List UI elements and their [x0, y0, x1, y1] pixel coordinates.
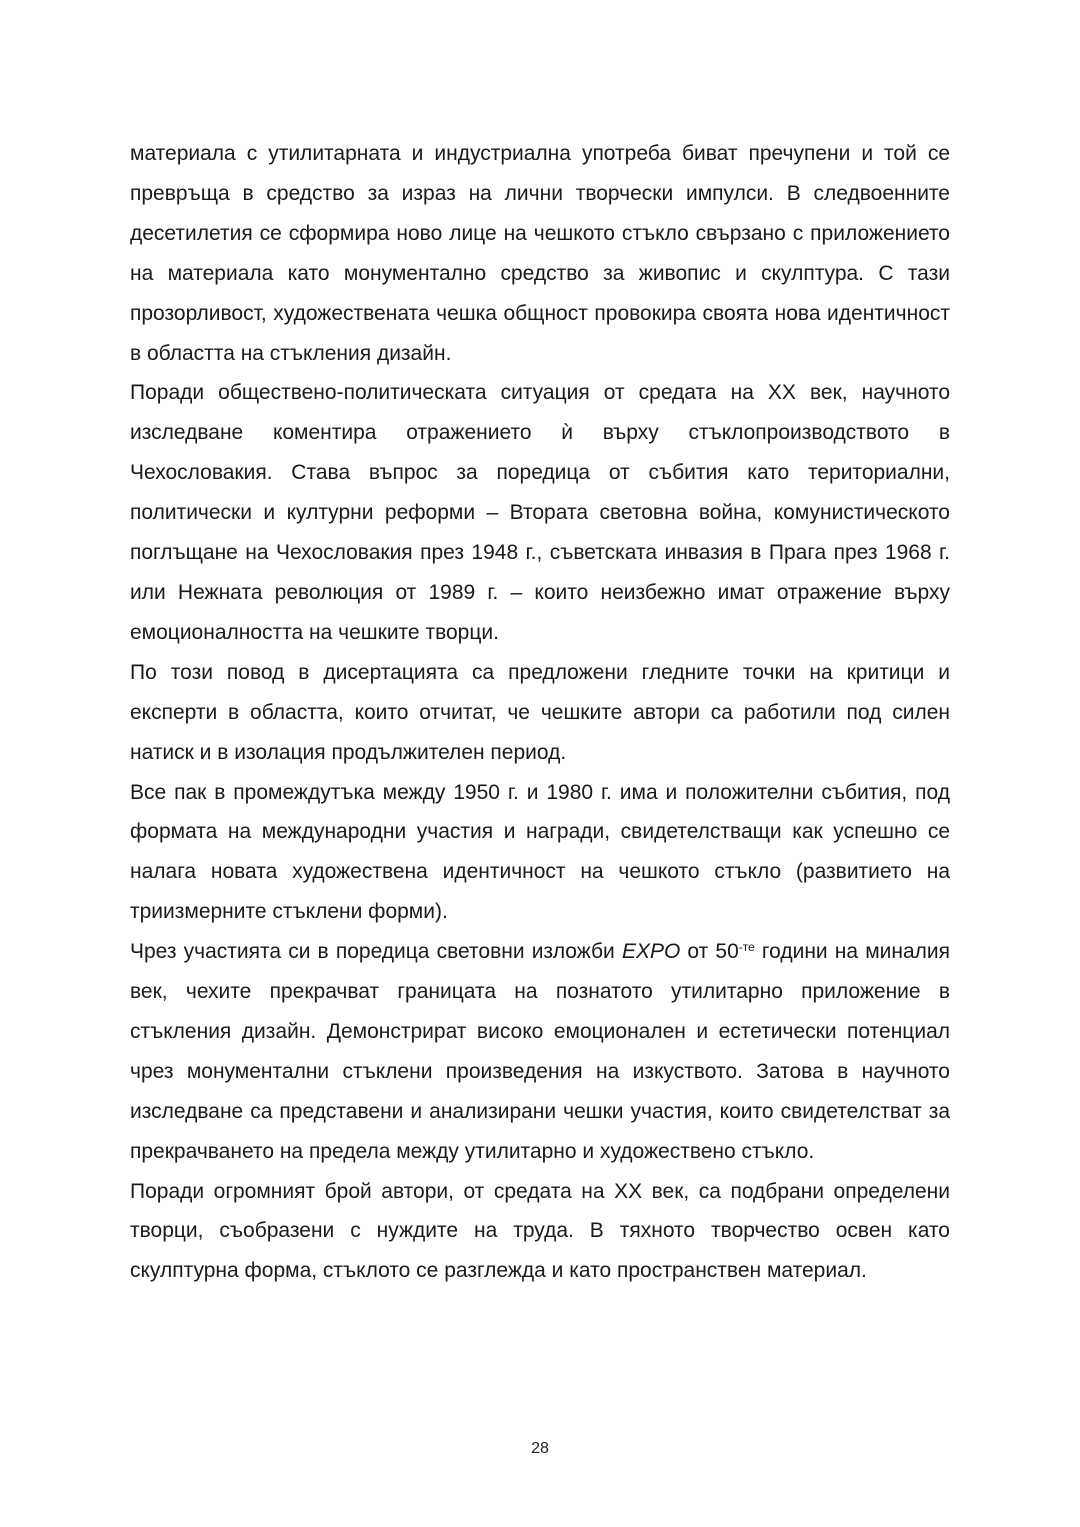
- superscript: -те: [738, 940, 755, 955]
- paragraph: По този повод в дисертацията са предложени гледните точки на критици и експерти в областта, които отчитат, че чешките автори са работили под силен натиск и в изолация продължителен период.: [130, 660, 950, 764]
- paragraph-expo: [130, 932, 950, 1171]
- body-text: [130, 134, 950, 1291]
- paragraph: Все пак в промеждутъка между 1950 г. и 1980 г. има и положителни събития, под формата на международни участия и награди, свидетелстващи как успешно се налага новата художествена идентичност на чешкото стъкло (развитието на триизмерните стъклени форми).: [130, 780, 950, 924]
- paragraph-text: Чрез участията си в поредица световни изложби: [130, 940, 622, 964]
- page-number: 28: [531, 1440, 549, 1457]
- paragraph-text: от 50: [680, 940, 739, 964]
- paragraph: Поради огромният брой автори, от средата на XX век, са подбрани определени творци, съобразени с нуждите на труда. В тяхното творчество освен като скулптурна форма, стъклото се разглежда и като пространствен материал.: [130, 1179, 950, 1283]
- paragraph: Поради обществено-политическата ситуация от средата на XX век, научното изследване коментира отражението ѝ върху стъклопроизводството в Чехословакия. Става въпрос за поредица от събития като териториални, политически и културни реформи – Втората световна война, комунистическото поглъщане на Чехословакия през 1948 г., съветската инвазия в Прага през 1968 г. или Нежната революция от 1989 г. – които неизбежно имат отражение върху емоционалността на чешките творци.: [130, 381, 950, 644]
- emphasis-expo: EXPO: [621, 940, 681, 964]
- paragraph-text: години на миналия век, чехите прекрачват границата на познатото утилитарно приложение в стъкления дизайн. Демонстрират високо емоционален и естетически потенциал чрез монументални стъклени произведения на изкуството. Затова в научното изследване са представени и анализирани чешки участия, които свидетелстват за прекрачването на предела между утилитарно и художествено стъкло.: [130, 940, 950, 1163]
- paragraph: материала с утилитарната и индустриална употреба биват пречупени и той се превръща в средство за израз на лични творчески импулси. В следвоенните десетилетия се сформира ново лице на чешкото стъкло свързано с приложението на материала като монументално средство за живопис и скулптура. С тази прозорливост, художествената чешка общност провокира своята нова идентичност в областта на стъкления дизайн.: [130, 142, 950, 365]
